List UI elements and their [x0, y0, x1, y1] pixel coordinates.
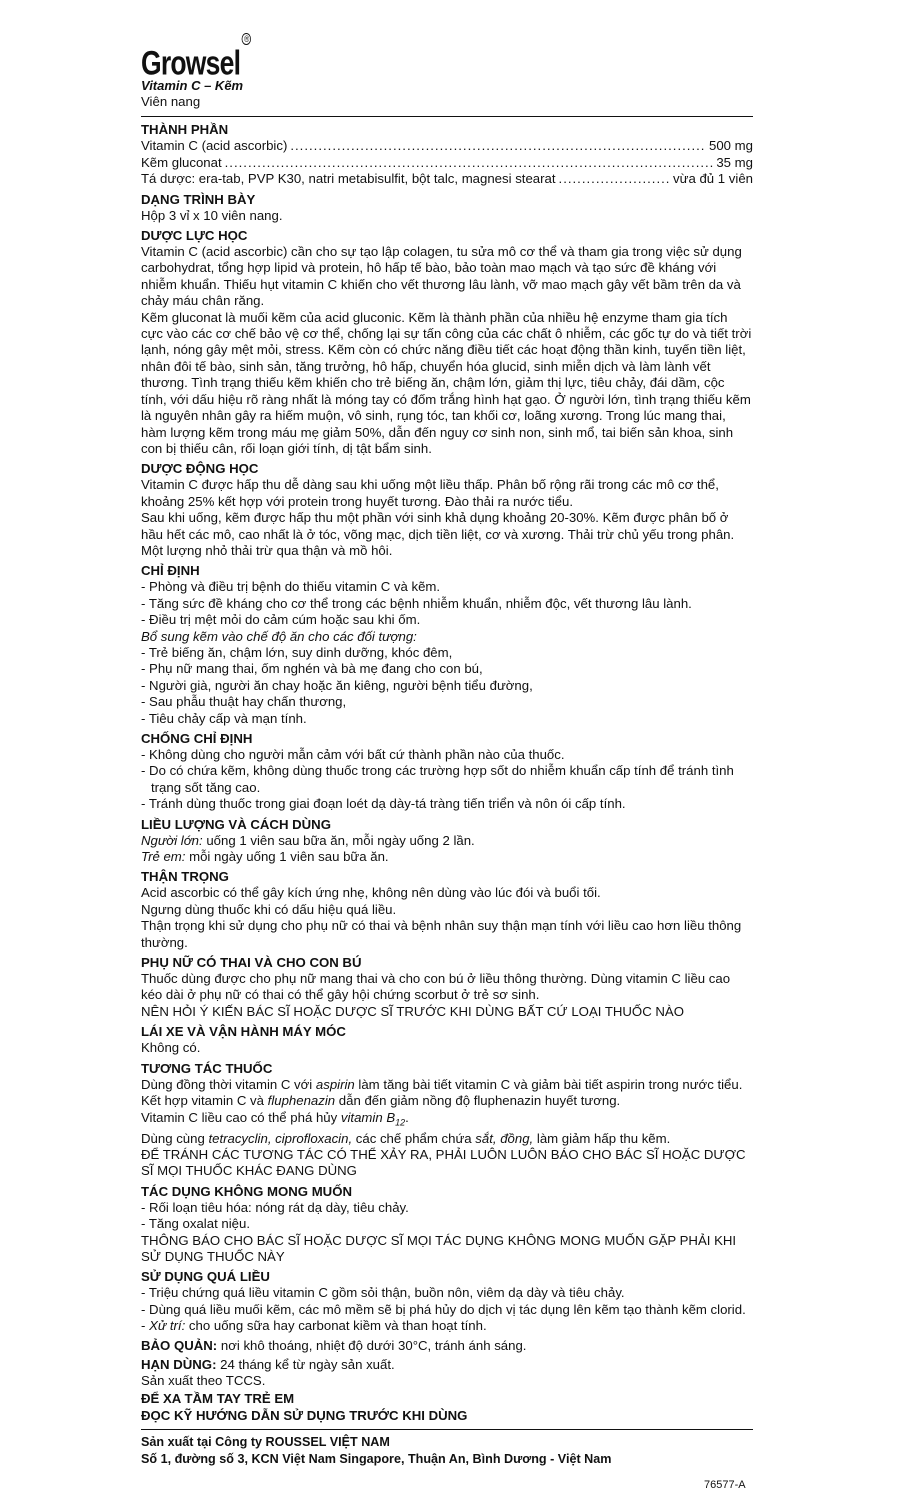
- footer-divider: [141, 1429, 753, 1430]
- standard: Sản xuất theo TCCS.: [141, 1373, 266, 1389]
- pharmacokinetics-title: DƯỢC ĐỘNG HỌC: [141, 461, 259, 477]
- list-item: - Trẻ biếng ăn, chậm lớn, suy dinh dưỡng, khóc đêm,: [141, 644, 453, 660]
- interaction-line: Dùng cùng tetracyclin, ciprofloxacin, các chế phẩm chứa sắt, đồng, làm giảm hấp thu kẽm.: [141, 1130, 671, 1146]
- overdose-title: SỬ DỤNG QUÁ LIỀU: [141, 1269, 270, 1285]
- list-item: - Tăng oxalat niệu.: [141, 1216, 250, 1232]
- paragraph: Ngưng dùng thuốc khi có dấu hiệu quá liều.: [141, 901, 397, 917]
- list-item: - Người già, người ăn chay hoặc ăn kiêng, người bệnh tiểu đường,: [141, 677, 533, 693]
- dosage-form: Viên nang: [141, 94, 201, 109]
- leaflet: [141, 34, 753, 1468]
- list-item: - Rối loạn tiêu hóa: nóng rát dạ dày, tiêu chảy.: [141, 1199, 409, 1215]
- warning-children: ĐỂ XA TẦM TAY TRẺ EM: [141, 1390, 295, 1406]
- list-item: - Dùng quá liều muối kẽm, các mô mềm sẽ bị phá hủy do dịch vị tác dụng lên kẽm tạo thành kẽm clorid.: [141, 1301, 746, 1317]
- expiry: HẠN DÙNG: 24 tháng kể từ ngày sản xuất.: [141, 1357, 395, 1373]
- interaction-line: Kết hợp vitamin C và fluphenazin dẫn đến giảm nồng độ fluphenazin huyết tương.: [141, 1093, 621, 1109]
- interactions-title: TƯƠNG TÁC THUỐC: [141, 1060, 273, 1076]
- paragraph: Kẽm gluconat là muối kẽm của acid gluconic. Kẽm là thành phần của nhiều hệ enzyme tham gia tích cực vào các cơ chế bảo vệ cơ thể, chống lại sự tấn công của các chất ô nhiễm, các gốc tự do và tiết trời lạnh, nóng gây mệt mỏi, stress. Kẽm còn có chức năng điều tiết các hoạt động thần kinh, tuyến tiền liệt, nhân đôi tế bào, sinh sản, tăng trưởng, hô hấp, chuyển hóa glucid, sinh miễn dịch và làm lành vết thương. Tình trạng thiếu kẽm khiến cho trẻ biếng ăn, chậm lớn, giảm thị lực, tiêu chảy, đái dầm, cộc tính, với dấu hiệu rõ ràng nhất là móng tay có đốm trắng hình hạt gạo. Ở người lớn, tình trạng thiếu kẽm là nguyên nhân gây ra hiếm muộn, vô sinh, rụng tóc, tan khối cơ, loãng xương. Trong lúc mang thai, hàm lượng kẽm trong máu mẹ giảm 50%, dẫn đến nguy cơ sinh non, sinh mổ, tai biến sản khoa, sinh con bị thiếu cân, rối loạn giới tính, dị tật bẩm sinh.: [141, 309, 752, 456]
- list-item: - Xử trí: cho uống sữa hay carbonat kiềm và than hoạt tính.: [141, 1318, 487, 1334]
- interaction-line: Vitamin C liều cao có thể phá hủy vitamin $B_{12}$.: [141, 1109, 409, 1128]
- list-item: - Điều trị mệt mỏi do cảm cúm hoặc sau khi ốm.: [141, 612, 421, 628]
- list-item: - Tiêu chảy cấp và mạn tính.: [141, 710, 307, 726]
- paragraph: Không có.: [141, 1040, 201, 1056]
- brand-subtitle: Vitamin C – Kẽm: [141, 78, 244, 93]
- paragraph: Sau khi uống, kẽm được hấp thu một phần với sinh khả dụng khoảng 20-30%. Kẽm được phân bố ở hầu hết các mô, cao nhất là ở tóc, võng mạc, dịch tiền liệt, cơ và xương. Thải trừ chủ yếu trong phân. Một lượng nhỏ thải trừ qua thận và mồ hôi.: [141, 510, 735, 558]
- warning-read: ĐỌC KỸ HƯỚNG DẪN SỬ DỤNG TRƯỚC KHI DÙNG: [141, 1407, 468, 1423]
- list-item: - Phụ nữ mang thai, ốm nghén và bà mẹ đang cho con bú,: [141, 661, 483, 677]
- paragraph: Vitamin C (acid ascorbic) cần cho sự tạo lập colagen, tu sửa mô cơ thể và tham gia trong việc sử dụng carbohydrat, tổng hợp lipid và protein, hô hấp tế bào, bảo toàn mao mạch và tạo sức đề kháng với nhiễm khuẩn. Thiếu hụt vitamin C khiến cho vết thương lâu lành, vỡ mao mạch gây vết bầm trên da và chảy máu chân răng.: [141, 244, 742, 309]
- list-item: - Phòng và điều trị bệnh do thiếu vitamin C và kẽm.: [141, 579, 441, 595]
- composition-title: THÀNH PHẦN: [141, 122, 229, 138]
- list-item: - Tăng sức đề kháng cho cơ thể trong các bệnh nhiễm khuẩn, nhiễm độc, vết thương lâu lành.: [141, 595, 692, 611]
- presentation-title: DẠNG TRÌNH BÀY: [141, 191, 256, 207]
- storage: BẢO QUẢN: nơi khô thoáng, nhiệt độ dưới 30°C, tránh ánh sáng.: [141, 1337, 527, 1353]
- dosage-child: Trẻ em: mỗi ngày uống 1 viên sau bữa ăn.: [141, 849, 389, 865]
- supplement-title: Bổ sung kẽm vào chế độ ăn cho các đối tượng:: [141, 628, 417, 644]
- list-item: - Sau phẫu thuật hay chấn thương,: [141, 694, 347, 710]
- paragraph: Thuốc dùng được cho phụ nữ mang thai và cho con bú ở liều thông thường. Dùng vitamin C liều cao kéo dài ở phụ nữ có thai có thể gây hội chứng scorbut ở trẻ sơ sinh.: [141, 971, 731, 1003]
- composition-row: Kẽm gluconat ..... 35 mg: [141, 155, 753, 171]
- paragraph: Acid ascorbic có thể gây kích ứng nhẹ, không nên dùng vào lúc đói và buổi tối.: [141, 885, 601, 901]
- dosage-adult: Người lớn: uống 1 viên sau bữa ăn, mỗi ngày uống 2 lần.: [141, 832, 475, 848]
- document-code: 76577-A: [704, 1479, 746, 1491]
- pharmacodynamics-title: DƯỢC LỰC HỌC: [141, 228, 248, 244]
- driving-title: LÁI XE VÀ VẬN HÀNH MÁY MÓC: [141, 1024, 346, 1040]
- list-item: - Do có chứa kẽm, không dùng thuốc trong các trường hợp sốt do nhiễm khuẩn cấp tính để tránh tình trạng sốt tăng cao.: [141, 763, 734, 795]
- list-item: - Không dùng cho người mẫn cảm với bất cứ thành phần nào của thuốc.: [141, 747, 565, 762]
- contraindications-title: CHỐNG CHỈ ĐỊNH: [141, 731, 253, 746]
- indications-title: CHỈ ĐỊNH: [141, 563, 200, 579]
- registered-mark: ®: [242, 33, 251, 45]
- composition-row: Vitamin C (acid ascorbic) ..... 500 mg: [141, 138, 753, 154]
- composition-row: Tá dược: era-tab, PVP K30, natri metabisulfit, bột talc, magnesi stearat ..... vừa đủ 1 viên: [141, 171, 753, 187]
- manufacturer-line1: Sản xuất tại Công ty ROUSSEL VIỆT NAM: [141, 1434, 390, 1449]
- list-item: - Triệu chứng quá liều vitamin C gồm sỏi thận, buồn nôn, viêm dạ dày và tiêu chảy.: [141, 1285, 625, 1301]
- list-item: - Tránh dùng thuốc trong giai đoạn loét dạ dày-tá tràng tiến triển và nôn ói cấp tính.: [141, 796, 626, 812]
- manufacturer-line2: Số 1, đường số 3, KCN Việt Nam Singapore, Thuận An, Bình Dương - Việt Nam: [141, 1451, 612, 1466]
- paragraph: NÊN HỎI Ý KIẾN BÁC SĨ HOẶC DƯỢC SĨ TRƯỚC KHI DÙNG BẤT CỨ LOẠI THUỐC NÀO: [141, 1003, 684, 1019]
- pregnancy-title: PHỤ NỮ CÓ THAI VÀ CHO CON BÚ: [141, 955, 362, 971]
- interaction-line: Dùng đồng thời vitamin C với aspirin làm tăng bài tiết vitamin C và giảm bài tiết aspirin trong nước tiểu.: [141, 1076, 743, 1092]
- paragraph: Thận trọng khi sử dụng cho phụ nữ có thai và bệnh nhân suy thận mạn tính với liều cao hơn liều thông thường.: [141, 918, 742, 950]
- paragraph: Vitamin C được hấp thu dễ dàng sau khi uống một liều thấp. Phân bố rộng rãi trong các mô cơ thể, khoảng 25% kết hợp với protein trong huyết tương. Đào thải ra nước tiểu.: [141, 477, 719, 509]
- presentation-text: Hộp 3 vỉ x 10 viên nang.: [141, 207, 283, 223]
- dosage-title: LIỀU LƯỢNG VÀ CÁCH DÙNG: [141, 816, 331, 832]
- header-divider: [141, 116, 753, 117]
- precautions-title: THẬN TRỌNG: [141, 869, 229, 885]
- brand-logo: Growsel®: [141, 40, 618, 78]
- side-effects-title: TÁC DỤNG KHÔNG MONG MUỐN: [141, 1183, 352, 1199]
- paragraph: THÔNG BÁO CHO BÁC SĨ HOẶC DƯỢC SĨ MỌI TÁC DỤNG KHÔNG MONG MUỐN GẶP PHẢI KHI SỬ DỤNG THUỐC NÀY: [141, 1232, 737, 1264]
- paragraph: ĐỂ TRÁNH CÁC TƯƠNG TÁC CÓ THỂ XẢY RA, PHẢI LUÔN LUÔN BÁO CHO BÁC SĨ HOẶC DƯỢC SĨ MỌI THUỐC KHÁC ĐANG DÙNG: [141, 1146, 746, 1179]
